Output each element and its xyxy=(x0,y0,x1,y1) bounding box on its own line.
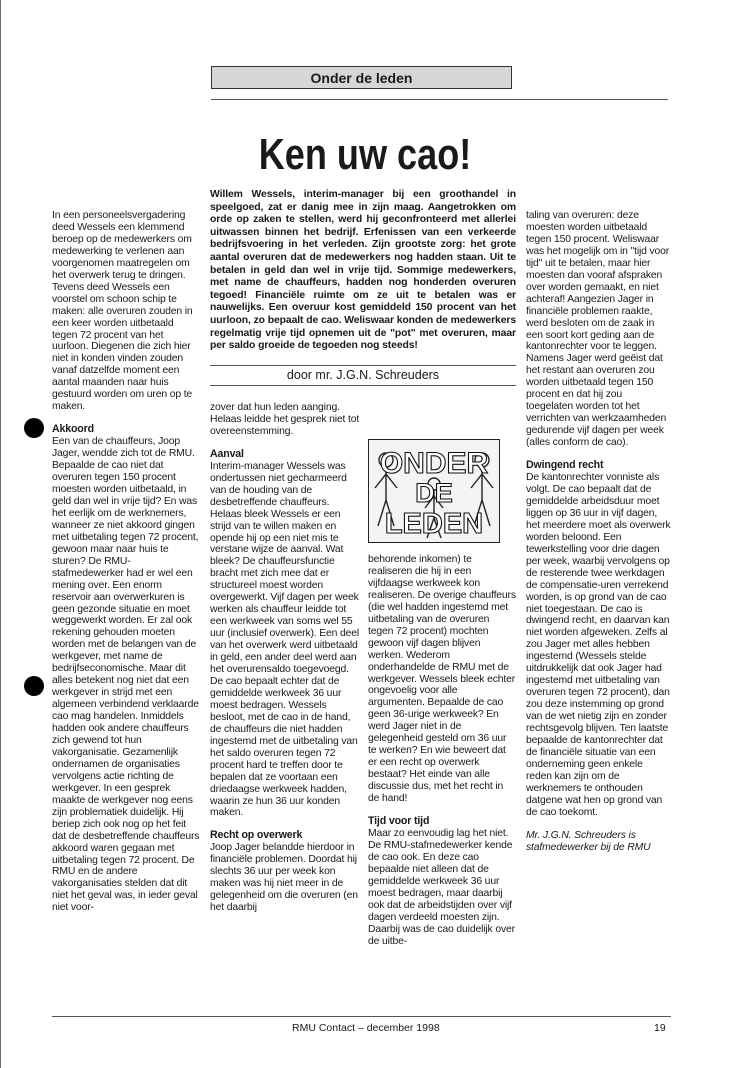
logo-text-line2: DE xyxy=(415,478,453,508)
paragraph: zover dat hun leden aanging. Helaas leidde het gesprek niet tot overeenstemming. xyxy=(210,402,360,437)
byline: door mr. J.G.N. Schreuders xyxy=(286,368,440,382)
column-1 xyxy=(52,210,200,914)
section-label: Onder de leden xyxy=(310,69,413,86)
header-rule xyxy=(211,99,668,100)
paragraph: Een van de chauffeurs, Joop Jager, wendde zich tot de RMU. Bepaalde de cao niet dat overuren tegen 150 procent moesten worden uitbetaald, in geld dan wel in vrije tijd? En was het eerlijk om de werknemers, wanneer ze niet akkoord gingen met uitbetaling tegen 72 procent, gewoon maar naar huis te sturen? De RMU-stafmedewerker had er wel een mening over. Een enorm reservoir aan overwerkuren is geen gezonde situatie en moet weggewerkt worden. Er zal ook rekening gehouden moeten worden met de belangen van de werkgever, met name de bedrijfseconomische. Maar dit alles betekent nog niet dat een werkgever in strijd met een algemeen verbindend verklaarde cao mag handelen. Inmiddels hadden ook andere chauffeurs zich gewend tot hun vakorganisatie. Gezamenlijk ondernamen de organisaties vervolgens actie richting de werkgever. In een gesprek maakte de werkgever nog eens zijn problematiek duidelijk. Hij beriep zich ook nog op het feit dat de desbetreffende chauffeurs akkoord waren gegaan met uitbetaling tegen 72 procent. De RMU en de andere vakorganisaties stelden dat dit niet het geval was, in ieder geval niet voor- xyxy=(52,436,200,914)
paragraph: In een personeelsvergadering deed Wessels een klemmend beroep op de medewerkers om medewerking te verlenen aan voorgenomen maatregelen om het overwerk terug te dringen. Tevens deed Wessels een voorstel om schoon schip te maken: alle overuren zouden in een keer worden uitbetaald tegen 72 procent van het uurloon. Diegenen die zich hier niet in konden vinden zouden vanaf datzelfde moment een aantal maanden naar huis gestuurd worden om uren op te maken. xyxy=(52,210,193,413)
column-4 xyxy=(526,210,671,854)
paragraph: Interim-manager Wessels was ondertussen niet gecharmeerd van de houding van de desbetreffende chauffeurs. Helaas bleek Wessels er een strijd van te willen maken en opende hij op een niet mis te verstane wijze de aanval. Wat bleek? De chauffeursfunctie bracht met zich mee dat er structureel moest worden overgewerkt. Vijf dagen per week werken als chauffeur leidde tot een werkweek van soms wel 55 uur (inclusief overwerk). Een deel van het overwerk werd uitbetaald in geld, een ander deel werd aan het overurensaldo toegevoegd. De cao bepaalt echter dat de gemiddelde werkweek 36 uur moest bedragen. Wessels besloot, met de cao in de hand, de chauffeurs die niet hadden ingestemd met de uitbetaling van het saldo overuren tegen 72 procent hard te treffen door te bepalen dat ze voortaan een driedaagse werkweek hadden, waarin ze hun 36 uur konden maken. xyxy=(210,460,360,819)
paragraph: behorende inkomen) te realiseren die hij in een vijfdaagse werkweek kon realiseren. De overige chauffeurs (die wel hadden ingestemd met uitbetaling van de overuren tegen 72 procent) mochten gewoon vijf dagen blijven werken. Wederom onderhandelde de RMU met de werkgever. Wessels bleek echter ongevoelig voor alle argumenten. Bepaalde de cao geen 36-urige werkweek? En werd Jager niet in de gelegenheid gesteld om 36 uur te werken? En wie beweert dat er een recht op overwerk bestaat? Het einde van alle discussie dus, met het recht in de hand! xyxy=(368,554,516,805)
byline-rule-top xyxy=(210,365,516,366)
author-credit: Mr. J.G.N. Schreuders is stafmedewerker bij de RMU xyxy=(526,829,651,853)
paragraph: Joop Jager belandde hierdoor in financiële problemen. Doordat hij slechts 36 uur per week kon maken was hij niet meer in de gelegenheid om die overuren (en het daarbij xyxy=(210,842,358,914)
subheading: Dwingend recht xyxy=(526,459,604,472)
page-edge xyxy=(0,0,1,1068)
binder-hole xyxy=(24,418,44,438)
subheading: Akkoord xyxy=(52,423,94,436)
byline-rule-bottom xyxy=(210,385,516,386)
paragraph: Maar zo eenvoudig lag het niet. De RMU-stafmedewerker kende de cao ook. En deze cao bepaalde niet alleen dat de gemiddelde werkweek 36 uur moest bedragen, maar daarbij ook dat de arbeidstijden over vijf dagen verdeeld moesten zijn. Daarbij was de cao duidelijk over de uitbe- xyxy=(368,827,515,947)
headline: Ken uw cao! xyxy=(258,130,472,179)
logo-text-line1: ONDER xyxy=(379,447,489,480)
binder-hole xyxy=(24,676,44,696)
column-2 xyxy=(210,402,360,914)
intro-paragraph: Willem Wessels, interim-manager bij een groothandel in speelgoed, zat er danig mee in zijn maag. Aangetrokken om orde op zaken te stellen, werd hij geconfronteerd met allerlei uitwassen binnen het bedrijf. Erfenissen van een verkeerde bedrijfsvoering in het verleden. Zijn grootste zorg: het grote aantal overuren dat de medewerkers nog hadden staan. Uit te betalen in geld dan wel in vrije tijd. Sommige medewerkers, met name de chauffeurs, hadden nog honderden overuren tegoed! Financiële ruimte om ze uit te betalen was er nauwelijks. Een overuur kost gemiddeld 150 procent van het uurloon, zo bepaalt de cao. Weliswaar konden de medewerkers regelmatig vrije tijd opnemen uit de "pot" met overuren, maar per saldo groeide de tegoeden nog steeds! xyxy=(210,189,516,352)
subheading: Aanval xyxy=(210,447,244,460)
page-number: 19 xyxy=(654,1022,666,1034)
paragraph: De kantonrechter vonniste als volgt. De cao bepaalt dat de gemiddelde arbeidsduur moet liggen op 36 uur in vijf dagen, het meerdere moet als overwerk worden beloond. Een tewerkstelling voor drie dagen per week, waarbij vervolgens op de resterende twee werkdagen de compensatie-uren verrekend worden, is op grond van de cao niet toegestaan. De cao is dwingend recht, en daarvan kan niet worden afgeweken. Zelfs al zou Jager met alles hebben ingestemd (Wessels stelde uitdrukkelijk dat ook Jager had ingestemd met uitbetaling van overuren tegen 72 procent), dan zou deze instemming op grond van de wet nietig zijn en zonder rechtsgevolg blijven. Ten laatste bepaalde de kantonrechter dat de financiële situatie van een onderneming geen enkele reden kan zijn om de werknemers te onthouden datgene wat hen op grond van de cao toekomt. xyxy=(526,472,671,818)
subheading: Tijd voor tijd xyxy=(368,815,430,828)
paragraph: taling van overuren: deze moesten worden uitbetaald tegen 150 procent. Weliswaar was het mogelijk om in "tijd voor tijd" uit te betalen, maar hier moesten dan vooraf afspraken over worden gemaakt, en niet achteraf! Aangezien Jager in financiële problemen raakte, werd besloten om de zaak in een soort kort geding aan de kantonrechter voor te leggen. Namens Jager werd geëist dat het restant aan overuren zou worden uitbetaald tegen 150 procent en dat hij zou toegelaten worden tot het verrichten van werkzaamheden gedurende vijf dagen per week (alles conform de cao). xyxy=(526,210,670,449)
subheading: Recht op overwerk xyxy=(210,829,303,842)
onder-de-leden-logo xyxy=(368,439,500,543)
footer-rule xyxy=(52,1016,671,1017)
footer-publication: RMU Contact – december 1998 xyxy=(292,1022,440,1034)
section-banner xyxy=(211,66,512,89)
column-3 xyxy=(368,554,516,948)
logo-text-line3: LEDEN xyxy=(384,508,484,540)
